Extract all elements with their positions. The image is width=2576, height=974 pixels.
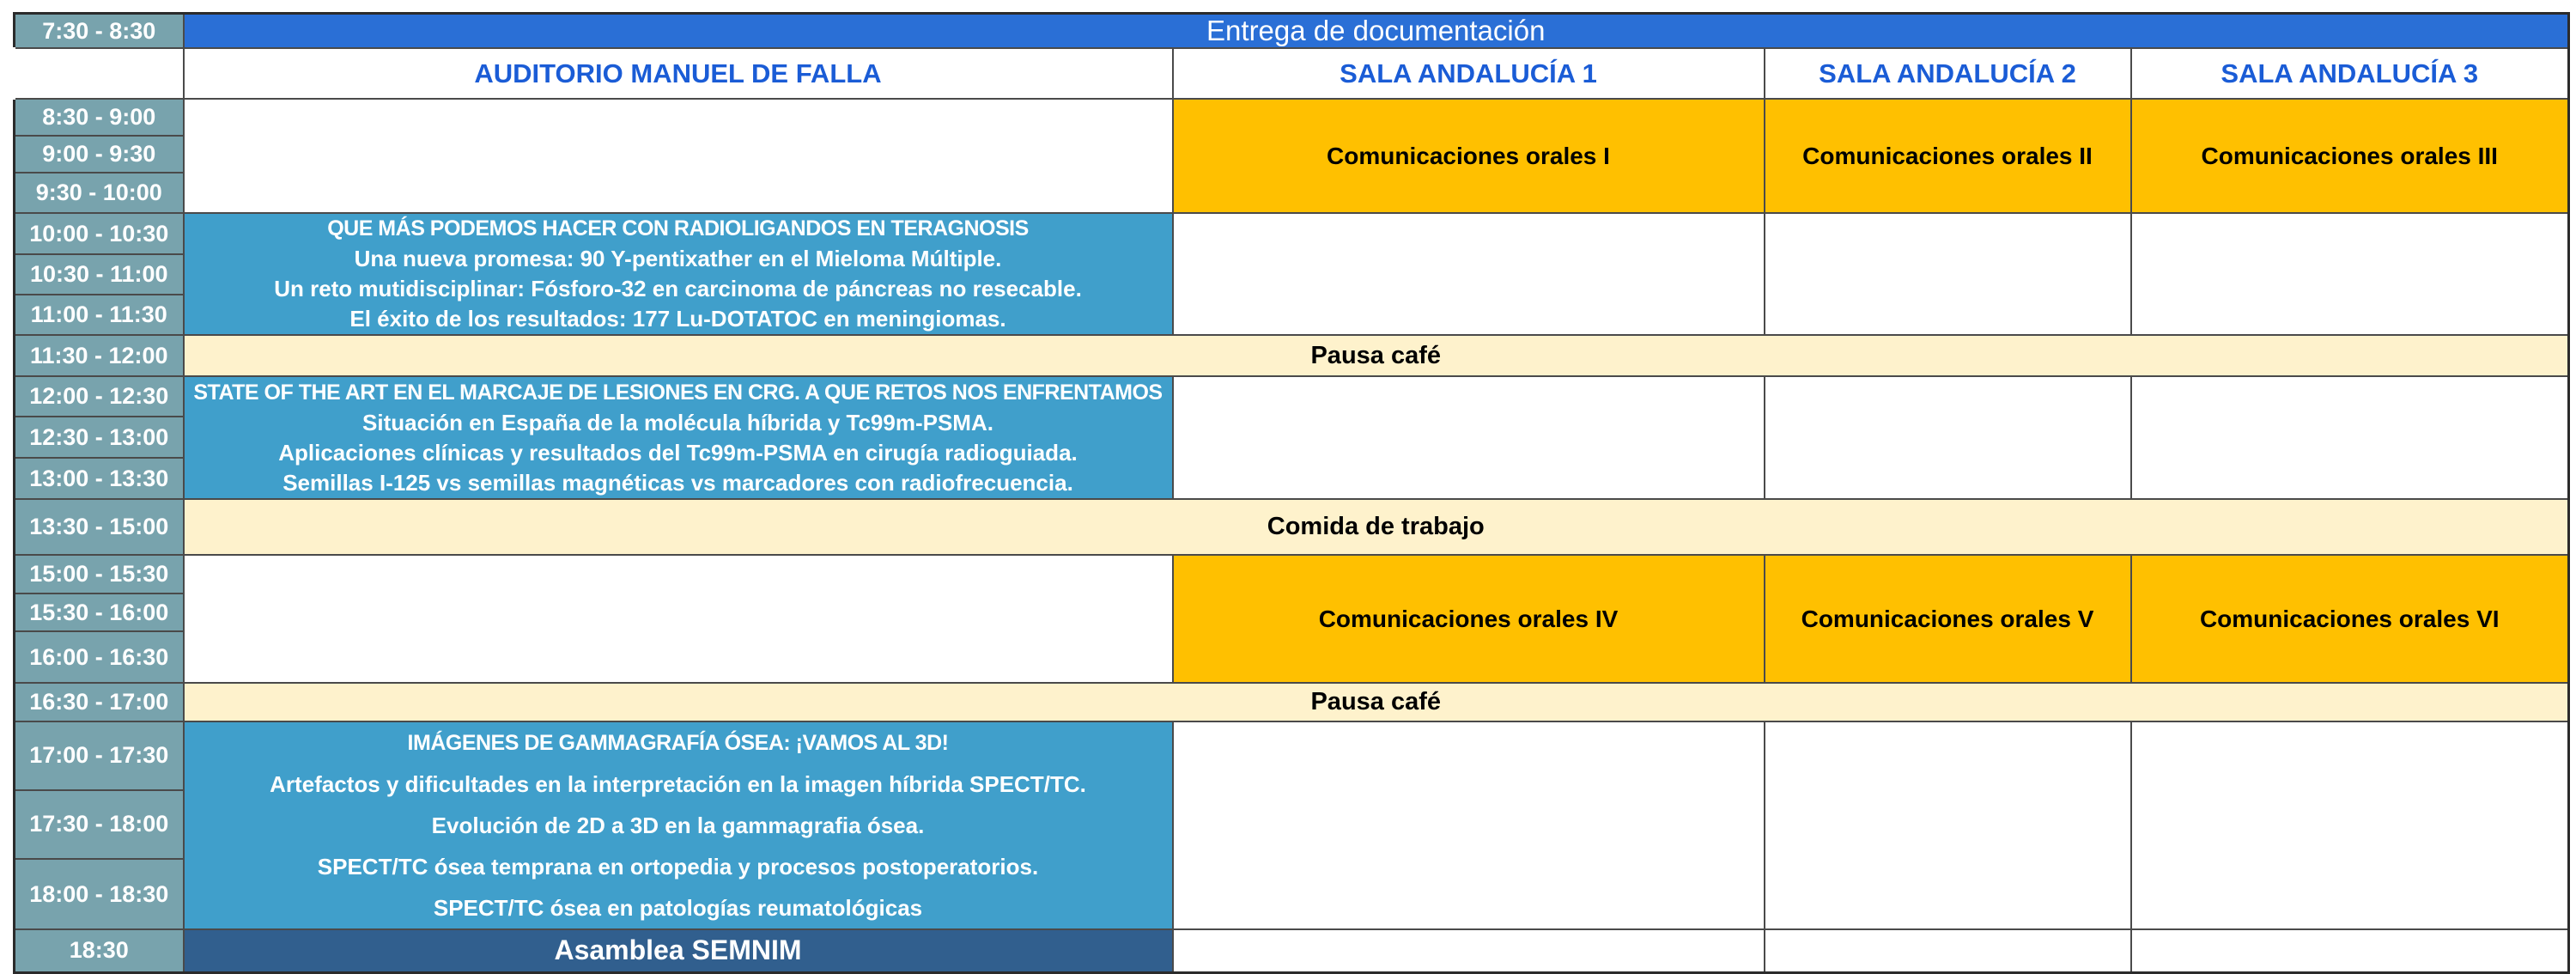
orals-6-cell: Comunicaciones orales VI — [2131, 555, 2569, 683]
session-title: IMÁGENES DE GAMMAGRAFÍA ÓSEA: ¡VAMOS AL 3D! — [407, 731, 949, 755]
header-spacer-cell — [15, 48, 184, 99]
empty-cell-auditorio-morning — [184, 99, 1173, 213]
column-header-sala2: SALA ANDALUCÍA 2 — [1765, 48, 2131, 99]
orals-1-cell: Comunicaciones orales I — [1173, 99, 1765, 213]
assembly-cell: Asamblea SEMNIM — [184, 929, 1173, 972]
time-slot-registration: 7:30 - 8:30 — [15, 14, 184, 49]
time-slot: 10:30 - 11:00 — [15, 254, 184, 295]
empty-cell-sala3 — [2131, 213, 2569, 335]
empty-cell-sala2 — [1765, 929, 2131, 972]
empty-cell-sala2 — [1765, 213, 2131, 335]
lunch-row: Comida de trabajo — [184, 499, 2569, 555]
column-header-sala3: SALA ANDALUCÍA 3 — [2131, 48, 2569, 99]
session-talk: Evolución de 2D a 3D en la gammagrafia ósea. — [431, 813, 925, 838]
conference-schedule-table — [13, 12, 2570, 974]
empty-cell-sala1 — [1173, 213, 1765, 335]
session-talk: Un reto mutidisciplinar: Fósforo-32 en carcinoma de páncreas no resecable. — [274, 276, 1082, 301]
time-slot: 18:30 — [15, 929, 184, 972]
time-slot: 9:00 - 9:30 — [15, 136, 184, 173]
empty-cell-sala3 — [2131, 929, 2569, 972]
registration-banner: Entrega de documentación — [184, 14, 2569, 49]
time-slot: 15:30 - 16:00 — [15, 594, 184, 631]
orals-3-cell: Comunicaciones orales III — [2131, 99, 2569, 213]
session-talk: Situación en España de la molécula híbrida y Tc99m-PSMA. — [362, 409, 993, 435]
empty-cell-sala1 — [1173, 376, 1765, 499]
session-title: STATE OF THE ART EN EL MARCAJE DE LESIONES EN CRG. A QUE RETOS NOS ENFRENTAMOS — [193, 380, 1163, 405]
session-talk: El éxito de los resultados: 177 Lu-DOTATOC en meningiomas. — [349, 306, 1006, 332]
time-slot: 13:30 - 15:00 — [15, 499, 184, 555]
empty-cell-sala1 — [1173, 721, 1765, 929]
coffee-break-row-morning: Pausa café — [184, 335, 2569, 376]
time-slot: 8:30 - 9:00 — [15, 99, 184, 136]
time-slot: 9:30 - 10:00 — [15, 173, 184, 213]
empty-cell-sala3 — [2131, 721, 2569, 929]
session-title: QUE MÁS PODEMOS HACER CON RADIOLIGANDOS EN TERAGNOSIS — [327, 216, 1029, 240]
time-slot: 17:30 - 18:00 — [15, 790, 184, 860]
time-slot: 12:30 - 13:00 — [15, 417, 184, 458]
column-header-auditorio: AUDITORIO MANUEL DE FALLA — [184, 48, 1173, 99]
session-talk: Artefactos y dificultades en la interpretación en la imagen híbrida SPECT/TC. — [270, 771, 1086, 797]
time-slot: 13:00 - 13:30 — [15, 458, 184, 499]
time-slot: 17:00 - 17:30 — [15, 721, 184, 790]
time-slot: 16:00 - 16:30 — [15, 631, 184, 683]
empty-cell-sala2 — [1765, 376, 2131, 499]
time-slot: 15:00 - 15:30 — [15, 555, 184, 594]
orals-5-cell: Comunicaciones orales V — [1765, 555, 2131, 683]
session-talk: SPECT/TC ósea en patologías reumatológicas — [433, 895, 923, 921]
session-talk: Aplicaciones clínicas y resultados del Tc99m-PSMA en cirugía radioguiada. — [278, 439, 1078, 466]
session-talk: SPECT/TC ósea temprana en ortopedia y procesos postoperatorios. — [317, 854, 1039, 880]
time-slot: 16:30 - 17:00 — [15, 683, 184, 721]
time-slot: 11:30 - 12:00 — [15, 335, 184, 376]
session-talk: Semillas I-125 vs semillas magnéticas vs marcadores con radiofrecuencia. — [283, 469, 1073, 496]
empty-cell-auditorio-afternoon — [184, 555, 1173, 683]
empty-cell-sala1 — [1173, 929, 1765, 972]
time-slot: 18:00 - 18:30 — [15, 859, 184, 929]
orals-4-cell: Comunicaciones orales IV — [1173, 555, 1765, 683]
session-block-marcaje — [184, 376, 1173, 499]
time-slot: 10:00 - 10:30 — [15, 213, 184, 254]
coffee-break-row-afternoon: Pausa café — [184, 683, 2569, 721]
session-block-teragnosis — [184, 213, 1173, 335]
orals-2-cell: Comunicaciones orales II — [1765, 99, 2131, 213]
session-talk: Una nueva promesa: 90 Y-pentixather en el Mieloma Múltiple. — [354, 246, 1002, 271]
session-block-gammagrafia — [184, 721, 1173, 929]
empty-cell-sala3 — [2131, 376, 2569, 499]
empty-cell-sala2 — [1765, 721, 2131, 929]
time-slot: 12:00 - 12:30 — [15, 376, 184, 417]
column-header-sala1: SALA ANDALUCÍA 1 — [1173, 48, 1765, 99]
time-slot: 11:00 - 11:30 — [15, 295, 184, 335]
